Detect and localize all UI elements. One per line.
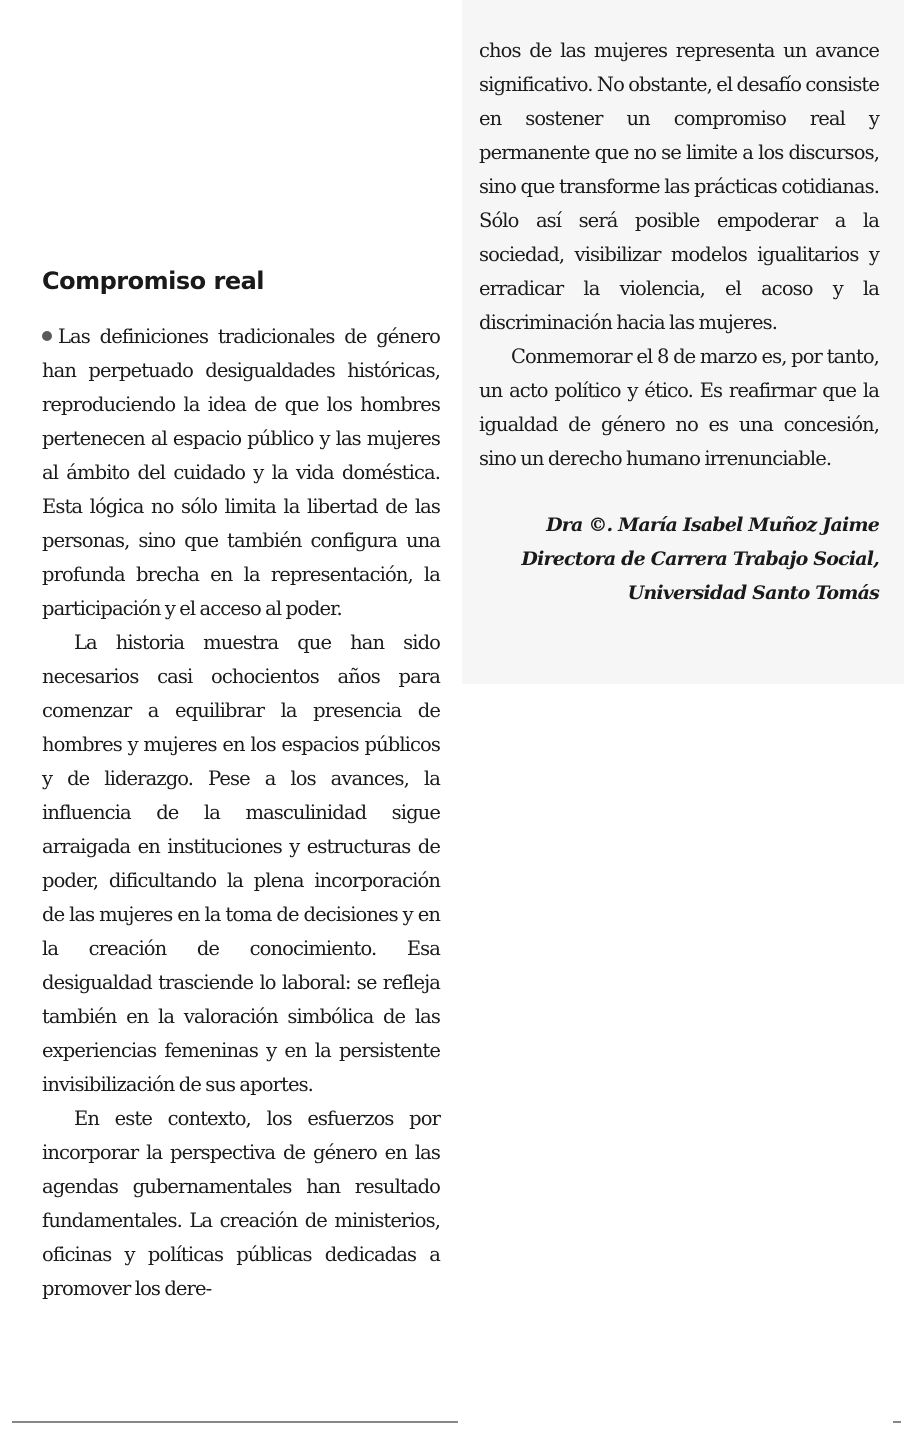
right-column <box>479 34 879 610</box>
paragraph-2: La historia muestra que han sido necesarios casi ochocientos años para comenzar a equilibrar la presencia de hombres y mujeres en los espacios públicos y de liderazgo. Pese a los avances, la influencia de la masculinidad sigue arraigada en instituciones y estructuras de poder, dificultando la plena incorporación de las mujeres en la toma de decisiones y en la creación de conocimiento. Esa desigualdad trasciende lo laboral: se refleja también en la valoración simbólica de las experiencias femeninas y en la persistente invisibilización de sus aportes. <box>42 631 440 1096</box>
paragraph-1-text: Las definiciones tradicionales de género han perpetuado desigualdades históricas, reproduciendo la idea de que los hombres pertenecen al espacio público y las mujeres al ámbito del cuidado y la vida doméstica. Esta lógica no sólo limita la libertad de las personas, sino que también configura una profunda brecha en la representación, la participación y el acceso al poder. <box>42 325 440 620</box>
author-role: Directora de Carrera Trabajo Social, <box>521 548 879 570</box>
paragraph-4: chos de las mujeres representa un avance significativo. No obstante, el desafío consiste en sostener un compromiso real y permanente que no se limite a los discursos, sino que transforme las prácticas cotidianas. Sólo así será posible empoderar a la sociedad, visibilizar modelos igualitarios y erradicar la violencia, el acoso y la discriminación hacia las mujeres. <box>479 39 880 334</box>
author-name: Dra ©. María Isabel Muñoz Jaime <box>546 514 879 536</box>
left-column <box>42 30 440 1306</box>
bottom-divider <box>12 1421 458 1423</box>
bullet-icon <box>42 331 52 341</box>
author-institution: Universidad Santo Tomás <box>627 582 879 604</box>
paragraph-5: Conmemorar el 8 de marzo es, por tanto, un acto político y ético. Es reafirmar que la igualdad de género no es una concesión, sino un derecho humano irrenunciable. <box>479 345 879 470</box>
section-heading: Compromiso real <box>42 267 265 295</box>
bottom-divider-tick <box>893 1421 901 1423</box>
paragraph-1 <box>42 320 440 626</box>
paragraph-3: En este contexto, los esfuerzos por incorporar la perspectiva de género en las agendas gubernamentales han resultado fundamentales. La creación de ministerios, oficinas y políticas públicas dedicadas a promover los dere- <box>42 1107 440 1300</box>
author-signature <box>479 508 879 610</box>
